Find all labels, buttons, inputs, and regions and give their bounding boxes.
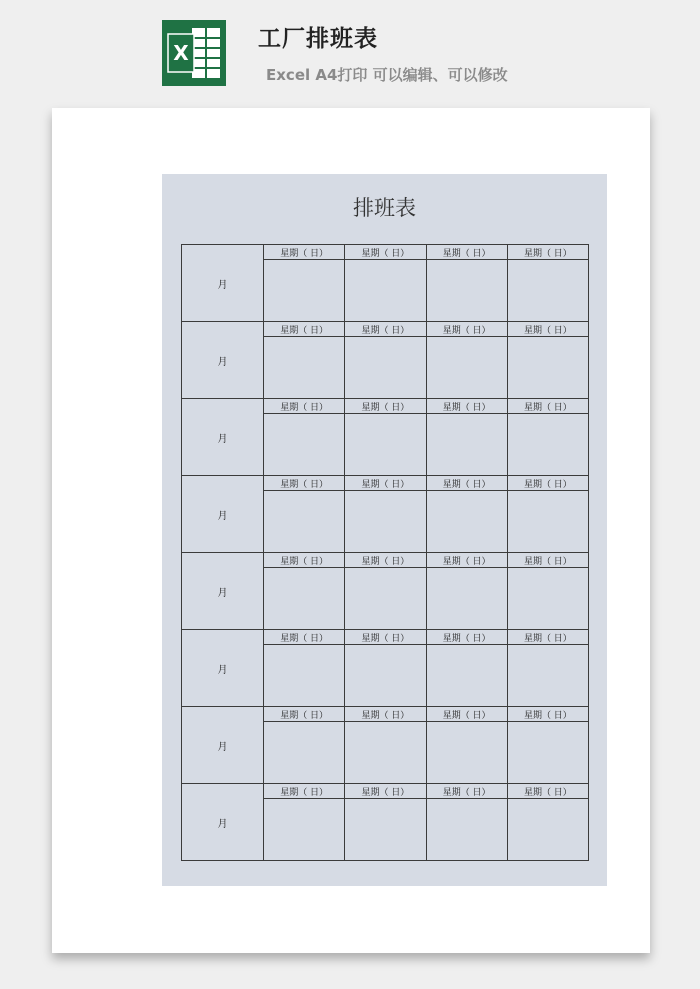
weekday-date-cell[interactable]: 星期（ 日）: [426, 784, 507, 799]
weekday-date-cell[interactable]: 星期（ 日）: [264, 784, 345, 799]
weekday-date-cell[interactable]: 星期（ 日）: [345, 784, 426, 799]
shift-slot-cell[interactable]: [426, 414, 507, 476]
shift-slot-cell[interactable]: [345, 722, 426, 784]
month-cell[interactable]: 月: [182, 476, 264, 553]
month-cell[interactable]: 月: [182, 707, 264, 784]
weekday-date-cell[interactable]: 星期（ 日）: [426, 245, 507, 260]
schedule-row-header: [182, 630, 589, 645]
shift-slot-cell[interactable]: [507, 645, 588, 707]
shift-slot-cell[interactable]: [426, 260, 507, 322]
weekday-date-cell[interactable]: 星期（ 日）: [507, 476, 588, 491]
schedule-row-header: [182, 784, 589, 799]
excel-icon: [162, 20, 226, 86]
shift-slot-cell[interactable]: [507, 491, 588, 553]
shift-slot-cell[interactable]: [426, 799, 507, 861]
weekday-date-cell[interactable]: 星期（ 日）: [345, 630, 426, 645]
shift-slot-cell[interactable]: [507, 722, 588, 784]
shift-slot-cell[interactable]: [264, 645, 345, 707]
weekday-date-cell[interactable]: 星期（ 日）: [507, 707, 588, 722]
month-cell[interactable]: 月: [182, 399, 264, 476]
shift-slot-cell[interactable]: [426, 491, 507, 553]
page-title: 工厂排班表: [258, 26, 378, 52]
shift-slot-cell[interactable]: [345, 337, 426, 399]
weekday-date-cell[interactable]: 星期（ 日）: [264, 322, 345, 337]
weekday-date-cell[interactable]: 星期（ 日）: [507, 322, 588, 337]
schedule-row-header: [182, 553, 589, 568]
shift-slot-cell[interactable]: [345, 799, 426, 861]
shift-slot-cell[interactable]: [264, 337, 345, 399]
schedule-row-header: [182, 399, 589, 414]
shift-slot-cell[interactable]: [507, 414, 588, 476]
shift-slot-cell[interactable]: [426, 568, 507, 630]
shift-slot-cell[interactable]: [345, 568, 426, 630]
schedule-table: [181, 244, 589, 861]
shift-slot-cell[interactable]: [264, 414, 345, 476]
weekday-date-cell[interactable]: 星期（ 日）: [264, 707, 345, 722]
shift-slot-cell[interactable]: [507, 337, 588, 399]
shift-slot-cell[interactable]: [426, 337, 507, 399]
weekday-date-cell[interactable]: 星期（ 日）: [345, 322, 426, 337]
shift-slot-cell[interactable]: [264, 799, 345, 861]
weekday-date-cell[interactable]: 星期（ 日）: [345, 476, 426, 491]
month-cell[interactable]: 月: [182, 322, 264, 399]
weekday-date-cell[interactable]: 星期（ 日）: [345, 399, 426, 414]
weekday-date-cell[interactable]: 星期（ 日）: [426, 707, 507, 722]
weekday-date-cell[interactable]: 星期（ 日）: [264, 553, 345, 568]
month-cell[interactable]: 月: [182, 245, 264, 322]
page-subtitle: Excel A4打印 可以编辑、可以修改: [266, 66, 508, 84]
shift-slot-cell[interactable]: [507, 799, 588, 861]
header: [0, 0, 700, 105]
shift-slot-cell[interactable]: [264, 568, 345, 630]
shift-slot-cell[interactable]: [345, 491, 426, 553]
shift-slot-cell[interactable]: [345, 260, 426, 322]
weekday-date-cell[interactable]: 星期（ 日）: [264, 476, 345, 491]
weekday-date-cell[interactable]: 星期（ 日）: [426, 553, 507, 568]
shift-slot-cell[interactable]: [426, 645, 507, 707]
shift-slot-cell[interactable]: [264, 260, 345, 322]
schedule-row-header: [182, 322, 589, 337]
weekday-date-cell[interactable]: 星期（ 日）: [426, 476, 507, 491]
shift-slot-cell[interactable]: [507, 260, 588, 322]
weekday-date-cell[interactable]: 星期（ 日）: [345, 245, 426, 260]
schedule-sheet: [162, 174, 607, 886]
weekday-date-cell[interactable]: 星期（ 日）: [507, 784, 588, 799]
schedule-row-header: [182, 476, 589, 491]
sheet-title: 排班表: [353, 196, 416, 220]
weekday-date-cell[interactable]: 星期（ 日）: [264, 630, 345, 645]
schedule-row-header: [182, 245, 589, 260]
schedule-row-header: [182, 707, 589, 722]
weekday-date-cell[interactable]: 星期（ 日）: [507, 630, 588, 645]
svg-text:X: X: [173, 41, 189, 65]
shift-slot-cell[interactable]: [264, 491, 345, 553]
weekday-date-cell[interactable]: 星期（ 日）: [426, 399, 507, 414]
month-cell[interactable]: 月: [182, 553, 264, 630]
weekday-date-cell[interactable]: 星期（ 日）: [264, 245, 345, 260]
weekday-date-cell[interactable]: 星期（ 日）: [345, 707, 426, 722]
shift-slot-cell[interactable]: [345, 414, 426, 476]
weekday-date-cell[interactable]: 星期（ 日）: [426, 322, 507, 337]
shift-slot-cell[interactable]: [264, 722, 345, 784]
shift-slot-cell[interactable]: [426, 722, 507, 784]
weekday-date-cell[interactable]: 星期（ 日）: [345, 553, 426, 568]
weekday-date-cell[interactable]: 星期（ 日）: [264, 399, 345, 414]
month-cell[interactable]: 月: [182, 784, 264, 861]
weekday-date-cell[interactable]: 星期（ 日）: [507, 399, 588, 414]
weekday-date-cell[interactable]: 星期（ 日）: [507, 553, 588, 568]
weekday-date-cell[interactable]: 星期（ 日）: [426, 630, 507, 645]
weekday-date-cell[interactable]: 星期（ 日）: [507, 245, 588, 260]
shift-slot-cell[interactable]: [507, 568, 588, 630]
month-cell[interactable]: 月: [182, 630, 264, 707]
shift-slot-cell[interactable]: [345, 645, 426, 707]
